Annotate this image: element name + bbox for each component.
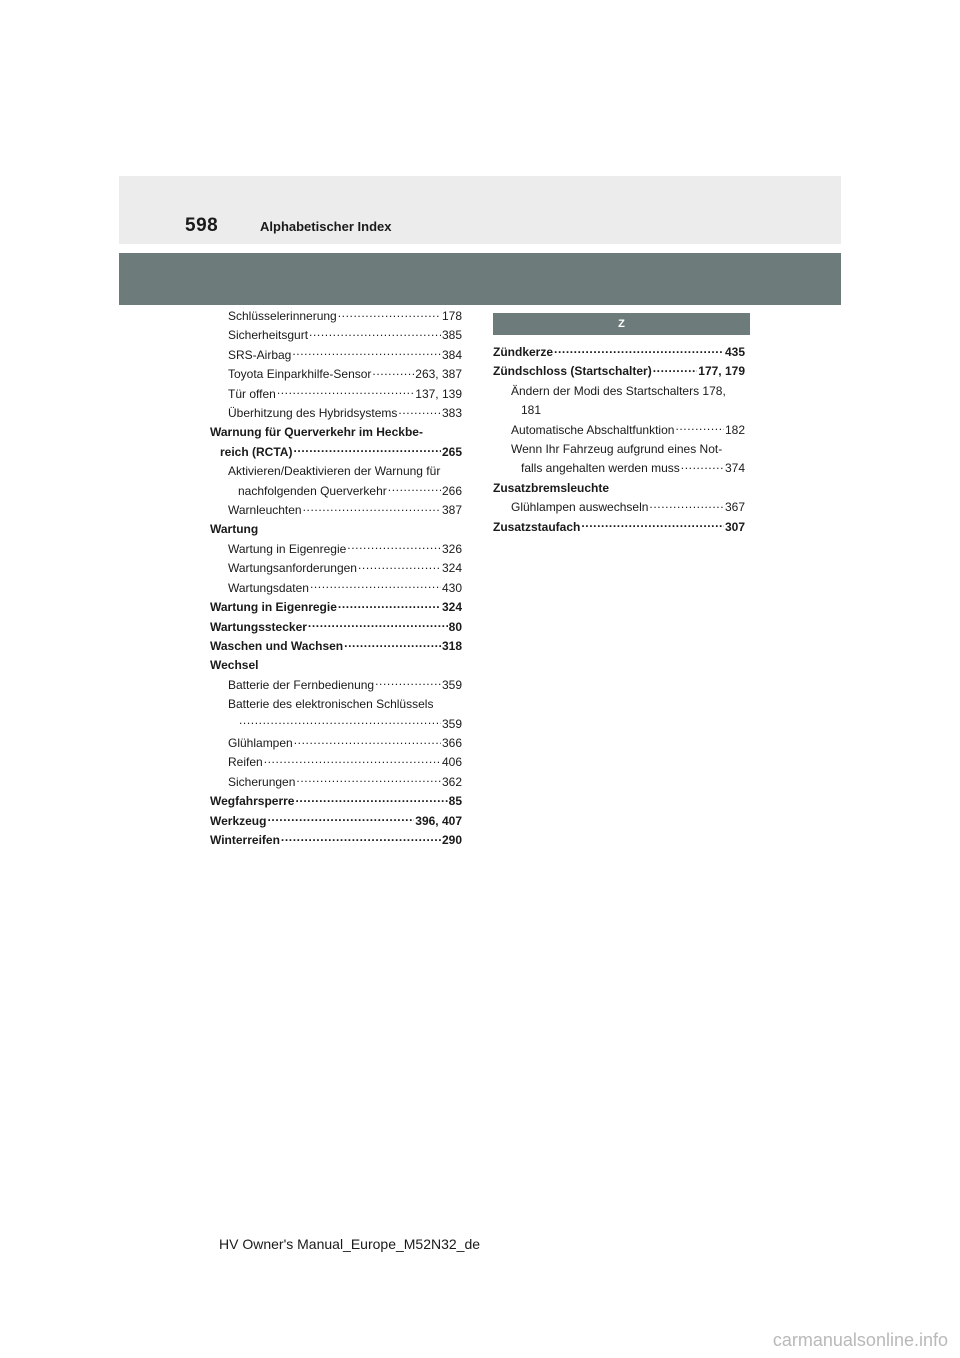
index-entry xyxy=(210,482,462,501)
index-entry-pages: 263, 387 xyxy=(415,367,462,382)
index-entry xyxy=(210,734,462,753)
index-entry-label: Überhitzung des Hybridsystems xyxy=(228,406,398,421)
letter-heading-z: Z xyxy=(493,313,750,335)
index-entry xyxy=(210,773,462,792)
index-entry-pages: 324 xyxy=(441,561,462,576)
index-entry xyxy=(210,637,462,656)
index-entry-pages: 435 xyxy=(724,345,745,359)
dot-leader xyxy=(310,580,441,592)
index-entry-label: Wartungsstecker xyxy=(210,619,307,634)
index-entry-pages: 182 xyxy=(724,422,745,437)
dot-leader xyxy=(338,599,441,611)
index-entry-label: Zusatzstaufach xyxy=(493,519,581,534)
index-entry-pages: 387 xyxy=(441,503,462,518)
section-color-band xyxy=(119,253,841,305)
index-entry-pages: 80 xyxy=(448,619,462,634)
index-entry-pages: 430 xyxy=(441,580,462,595)
header-band xyxy=(119,176,841,244)
dot-leader xyxy=(292,347,441,359)
index-entry-pages: 326 xyxy=(441,541,462,556)
dot-leader xyxy=(293,444,441,456)
dot-leader xyxy=(338,308,441,320)
index-entry xyxy=(210,676,462,695)
index-entry-pages: 385 xyxy=(441,328,462,343)
index-entry xyxy=(210,715,462,734)
index-heading: Warnung für Querverkehr im Heckbe- xyxy=(210,425,423,440)
dot-leader xyxy=(675,422,724,434)
index-entry xyxy=(493,459,745,478)
index-entry-pages: 406 xyxy=(441,755,462,770)
dot-leader xyxy=(308,619,448,631)
index-entry-pages: 137, 139 xyxy=(415,386,462,401)
dot-leader xyxy=(309,327,441,339)
index-column-left xyxy=(210,307,462,850)
index-entry xyxy=(493,343,745,362)
dot-leader xyxy=(375,677,441,689)
index-entry-pages: 318 xyxy=(441,638,462,653)
index-entry-label: Reifen xyxy=(228,755,263,770)
section-title: Alphabetischer Index xyxy=(260,219,392,234)
index-entry-label: Wartung in Eigenregie xyxy=(210,600,337,615)
index-entry-label: Wartung in Eigenregie xyxy=(228,541,347,556)
index-entry-pages: 307 xyxy=(724,519,745,534)
dot-leader xyxy=(296,774,441,786)
index-entry-label: falls angehalten werden muss xyxy=(521,461,680,476)
index-entry xyxy=(493,518,745,537)
index-column-right xyxy=(493,343,745,537)
index-entry-pages: 366 xyxy=(441,735,462,750)
dot-leader xyxy=(294,735,441,747)
dot-leader xyxy=(277,386,414,398)
dot-leader xyxy=(581,519,724,531)
index-entry-label: reich (RCTA) xyxy=(220,444,293,459)
dot-leader xyxy=(398,405,441,417)
index-entry-pages: 396, 407 xyxy=(415,813,462,828)
index-entry-label: Schlüsselerinnerung xyxy=(228,309,337,323)
index-entry-pages: 178 xyxy=(441,309,462,323)
dot-leader xyxy=(388,483,441,495)
dot-leader xyxy=(681,460,724,472)
index-entry xyxy=(210,792,462,811)
index-entry xyxy=(493,362,745,381)
index-entry xyxy=(493,498,745,517)
dot-leader xyxy=(347,541,441,553)
index-entry-label: SRS-Airbag xyxy=(228,347,292,362)
index-entry-label: Winterreifen xyxy=(210,832,280,847)
index-entry xyxy=(210,598,462,617)
index-heading: Wartung xyxy=(210,522,259,537)
index-entry-label: Tür offen xyxy=(228,386,276,401)
dot-leader xyxy=(267,813,414,825)
index-entry-pages: 359 xyxy=(441,677,462,692)
index-entry xyxy=(210,346,462,365)
index-heading: Wenn Ihr Fahrzeug aufgrund eines Not- xyxy=(511,442,723,457)
index-entry xyxy=(210,812,462,831)
index-entry-pages: 359 xyxy=(441,716,462,731)
index-entry-label: Wartungsanforderungen xyxy=(228,561,357,576)
index-entry-pages: 367 xyxy=(724,500,745,515)
index-entry-label: Toyota Einparkhilfe-Sensor xyxy=(228,367,372,382)
dot-leader xyxy=(264,754,441,766)
index-entry xyxy=(210,618,462,637)
index-entry-label: Glühlampen auswechseln xyxy=(511,500,649,515)
index-entry-pages: 374 xyxy=(724,461,745,476)
dot-leader xyxy=(281,832,441,844)
dot-leader xyxy=(303,502,441,514)
index-entry-label: nachfolgenden Querverkehr xyxy=(238,483,387,498)
index-entry xyxy=(210,365,462,384)
index-entry xyxy=(210,540,462,559)
index-entry xyxy=(210,831,462,850)
index-entry-label: Batterie der Fernbedienung xyxy=(228,677,375,692)
index-entry-pages: 324 xyxy=(441,600,462,615)
index-entry-label: Wegfahrsperre xyxy=(210,794,295,809)
index-entry-label: Sicherungen xyxy=(228,774,296,789)
index-entry xyxy=(210,753,462,772)
index-entry xyxy=(210,501,462,520)
index-entry-label: Automatische Abschaltfunktion xyxy=(511,422,675,437)
index-entry xyxy=(210,443,462,462)
index-entry-label: Wartungsdaten xyxy=(228,580,309,595)
index-heading: Zusatzbremsleuchte xyxy=(493,480,610,495)
dot-leader xyxy=(653,363,698,375)
index-entry xyxy=(210,579,462,598)
index-entry-pages: 266 xyxy=(441,483,462,498)
dot-leader xyxy=(358,560,441,572)
index-entry-label: Werkzeug xyxy=(210,813,267,828)
index-entry-label: Waschen und Wachsen xyxy=(210,638,344,653)
index-heading: Batterie des elektronischen Schlüssels xyxy=(228,697,434,712)
index-entry xyxy=(210,559,462,578)
dot-leader xyxy=(239,716,441,728)
index-entry-pages: 290 xyxy=(441,832,462,847)
index-heading: Ändern der Modi des Startschalters 178, xyxy=(511,383,726,398)
index-entry-pages: 384 xyxy=(441,347,462,362)
index-heading: 181 xyxy=(521,403,542,418)
index-entry-label: Sicherheitsgurt xyxy=(228,328,309,343)
dot-leader xyxy=(372,366,414,378)
index-heading: Wechsel xyxy=(210,658,259,673)
index-entry-pages: 177, 179 xyxy=(698,364,745,379)
index-entry xyxy=(210,404,462,423)
index-entry-label: Zündschloss (Startschalter) xyxy=(493,364,652,379)
index-entry-pages: 85 xyxy=(448,794,462,809)
dot-leader xyxy=(554,344,724,356)
index-entry-label: Glühlampen xyxy=(228,735,293,750)
watermark: carmanualsonline.info xyxy=(772,1330,948,1350)
index-entry xyxy=(210,307,462,326)
index-heading: Aktivieren/Deaktivieren der Warnung für xyxy=(228,464,441,479)
index-entry-pages: 265 xyxy=(441,444,462,459)
index-entry-pages: 383 xyxy=(441,406,462,421)
dot-leader xyxy=(649,499,724,511)
index-entry-pages: 362 xyxy=(441,774,462,789)
index-entry-label: Zündkerze xyxy=(493,345,554,359)
index-entry-label: Warnleuchten xyxy=(228,503,302,518)
page-number: 598 xyxy=(185,215,219,236)
footer-manual-id: HV Owner's Manual_Europe_M52N32_de xyxy=(219,1236,481,1252)
dot-leader xyxy=(344,638,441,650)
index-entry xyxy=(210,326,462,345)
index-entry xyxy=(493,421,745,440)
dot-leader xyxy=(295,793,447,805)
index-entry xyxy=(210,385,462,404)
